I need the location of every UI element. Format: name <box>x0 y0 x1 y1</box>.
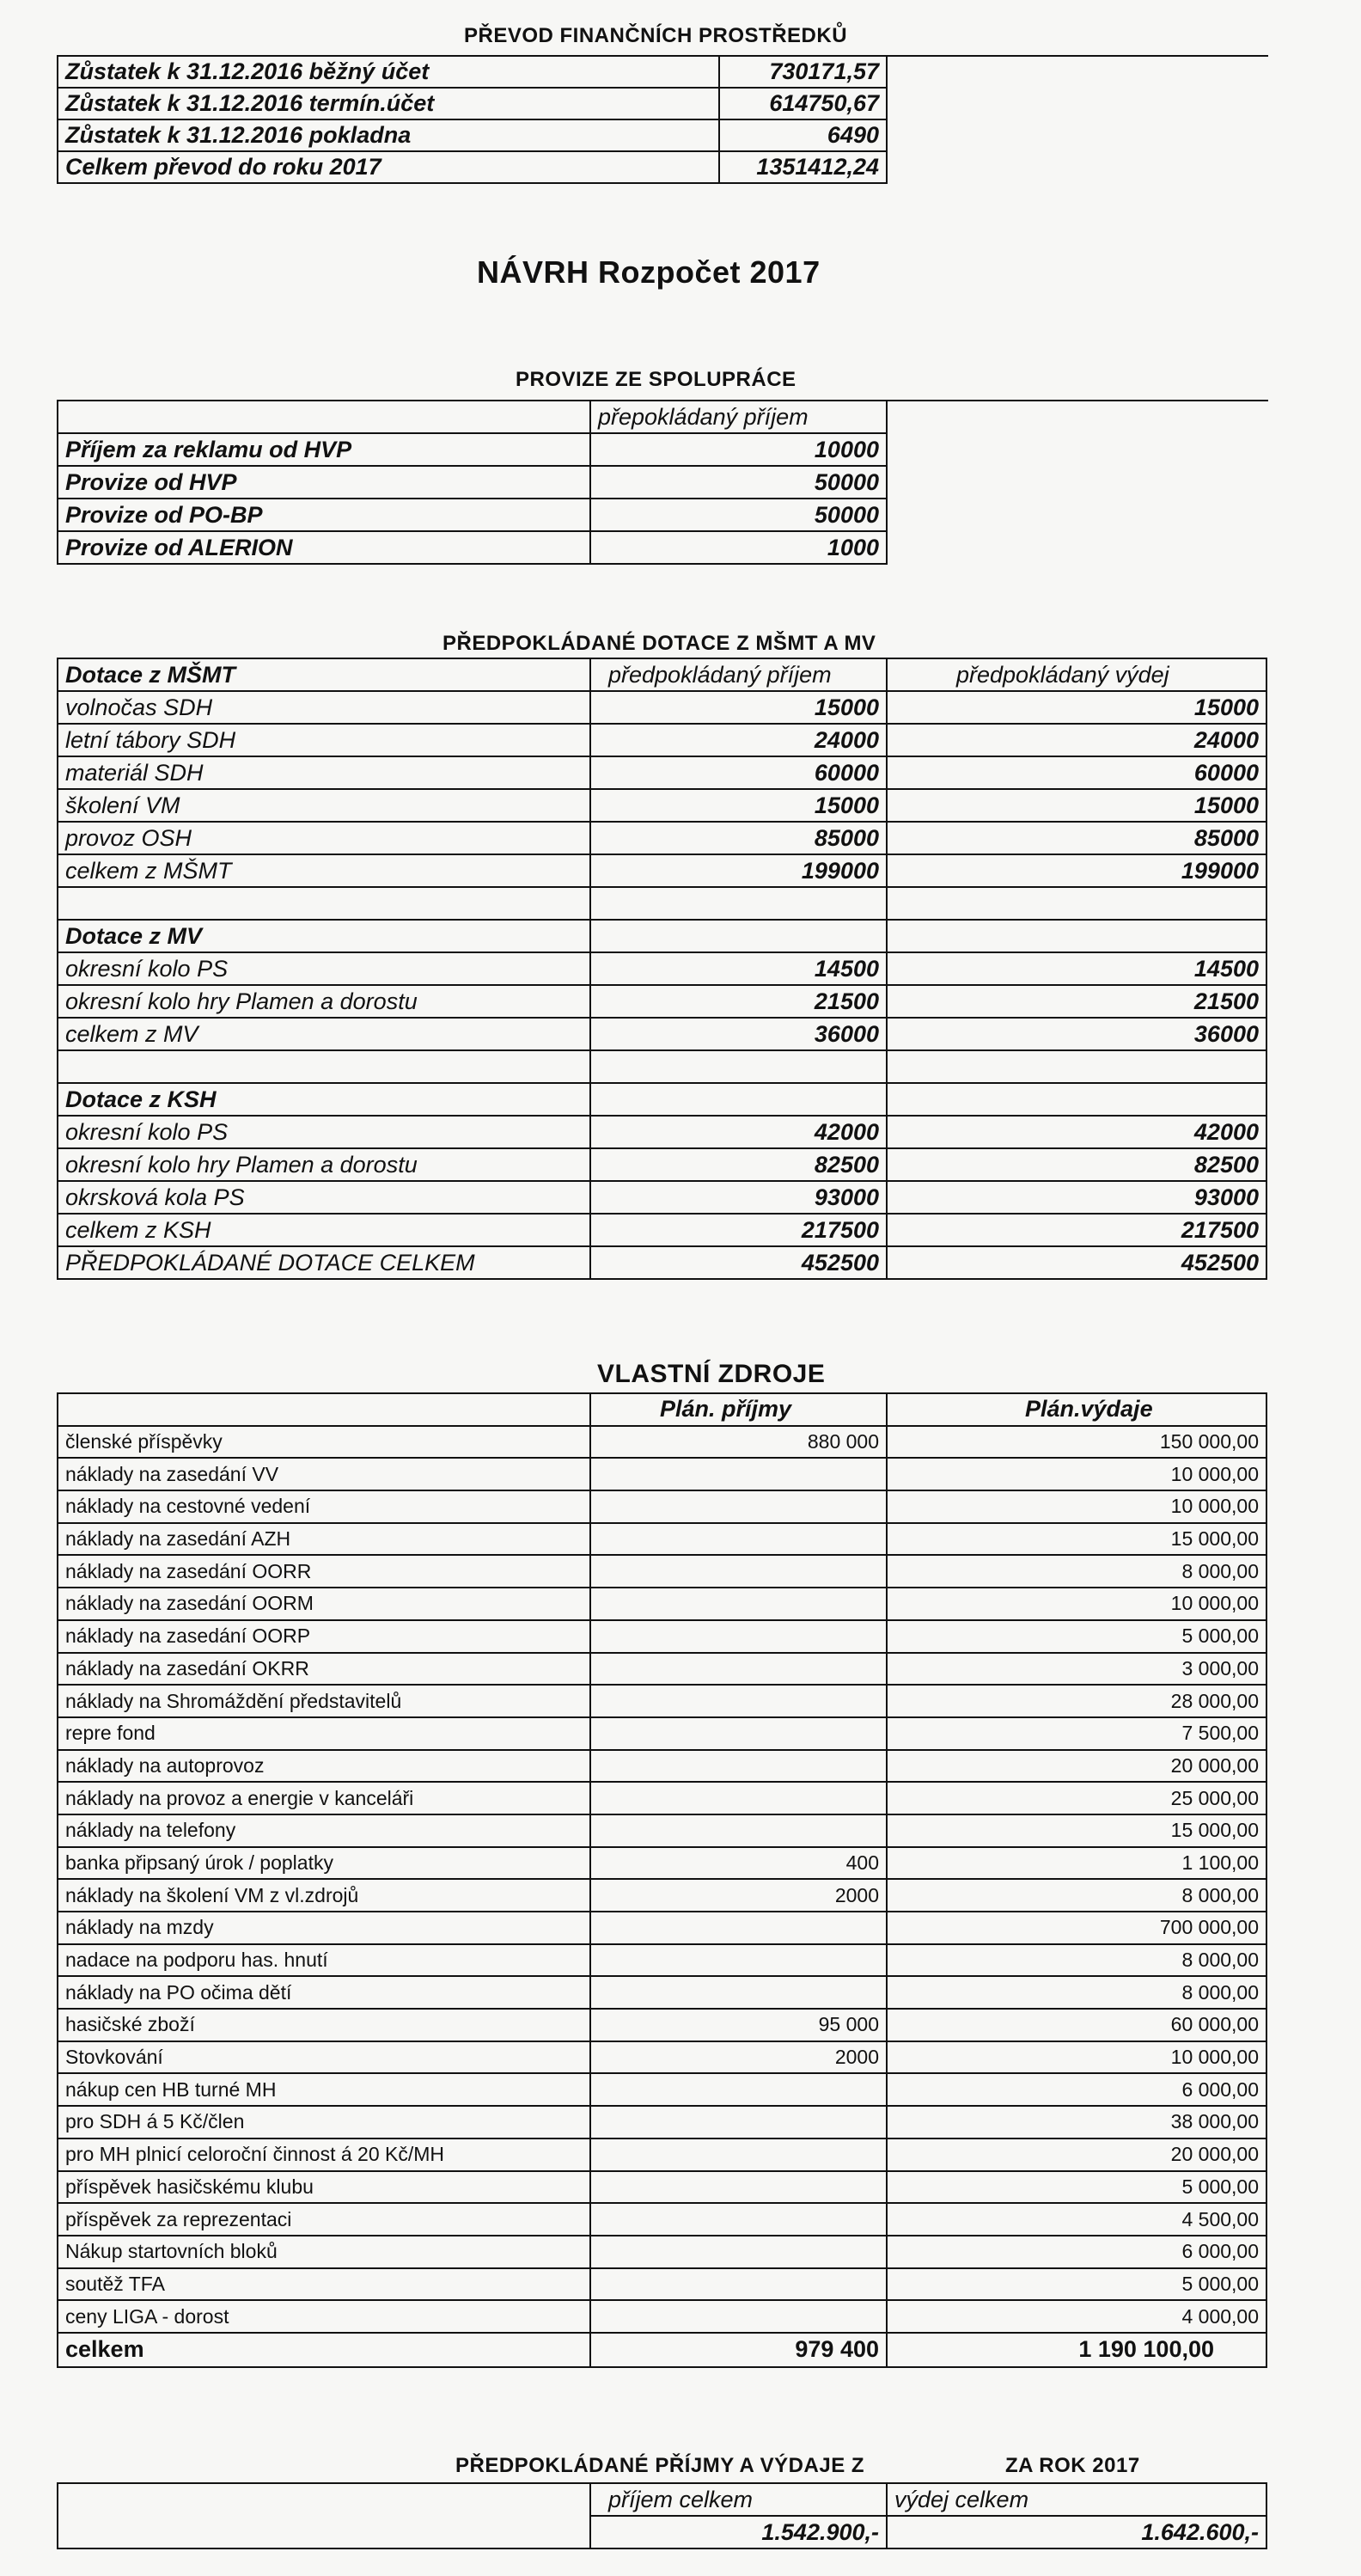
dotace-income: 36000 <box>590 1018 887 1050</box>
vlastni-row <box>58 1976 1266 2009</box>
vlastni-label: soutěž TFA <box>58 2268 590 2301</box>
dotace-row <box>58 1148 1266 1181</box>
provize-value: 1000 <box>590 531 887 564</box>
dotace-expense: 15000 <box>887 789 1266 822</box>
dotace-expense: 217500 <box>887 1214 1266 1246</box>
dotace-expense: 93000 <box>887 1181 1266 1214</box>
vlastni-income <box>590 1620 887 1653</box>
transfer-label: Zůstatek k 31.12.2016 běžný účet <box>58 56 719 88</box>
dotace-income: 24000 <box>590 724 887 756</box>
vlastni-income <box>590 1976 887 2009</box>
blank-cell <box>590 1083 887 1116</box>
blank-cell <box>887 1050 1266 1083</box>
dotace-label: školení VM <box>58 789 590 822</box>
dotace-row <box>58 789 1266 822</box>
vlastni-row <box>58 2041 1266 2074</box>
vlastni-row <box>58 2236 1266 2268</box>
dotace-row <box>58 822 1266 854</box>
dotace-expense: 199000 <box>887 854 1266 887</box>
transfer-table <box>57 55 888 184</box>
transfer-label: Zůstatek k 31.12.2016 termín.účet <box>58 88 719 119</box>
vlastni-expense: 25 000,00 <box>887 1782 1266 1814</box>
vlastni-label: náklady na zasedání OORR <box>58 1555 590 1588</box>
vlastni-income <box>590 1458 887 1490</box>
vlastni-income <box>590 2203 887 2236</box>
vlastni-label: náklady na provoz a energie v kanceláři <box>58 1782 590 1814</box>
vlastni-row <box>58 2300 1266 2333</box>
vlastni-row <box>58 1944 1266 1977</box>
blank-cell <box>887 1083 1266 1116</box>
provize-label: Příjem za reklamu od HVP <box>58 433 590 466</box>
vlastni-col-income: Plán. příjmy <box>590 1393 887 1426</box>
vlastni-expense: 8 000,00 <box>887 1944 1266 1977</box>
provize-table <box>57 400 888 565</box>
dotace-expense: 60000 <box>887 756 1266 789</box>
dotace-title: PŘEDPOKLÁDANÉ DOTACE Z MŠMT A MV <box>442 632 876 655</box>
provize-header-income: přepokládaný příjem <box>590 401 887 433</box>
dotace-row <box>58 985 1266 1018</box>
vlastni-expense: 8 000,00 <box>887 1879 1266 1912</box>
transfer-value: 614750,67 <box>719 88 887 119</box>
vlastni-label: příspěvek za reprezentaci <box>58 2203 590 2236</box>
vlastni-row <box>58 1588 1266 1620</box>
vlastni-title: VLASTNÍ ZDROJE <box>597 1360 826 1388</box>
vlastni-row <box>58 1912 1266 1944</box>
page-title: NÁVRH Rozpočet 2017 <box>477 254 821 290</box>
dotace-expense: 82500 <box>887 1148 1266 1181</box>
dotace-blank-row <box>58 1050 1266 1083</box>
dotace-label: PŘEDPOKLÁDANÉ DOTACE CELKEM <box>58 1246 590 1279</box>
dotace-header-row <box>58 658 1266 691</box>
vlastni-row <box>58 2268 1266 2301</box>
vlastni-income <box>590 1750 887 1783</box>
vlastni-expense: 3 000,00 <box>887 1653 1266 1686</box>
blank-cell <box>590 920 887 952</box>
provize-header-row <box>58 401 887 433</box>
blank-cell <box>887 920 1266 952</box>
provize-label: Provize od PO-BP <box>58 499 590 531</box>
dotace-col-income: předpokládaný příjem <box>590 658 887 691</box>
vlastni-row <box>58 1653 1266 1686</box>
vlastni-income <box>590 2139 887 2171</box>
vlastni-expense: 4 000,00 <box>887 2300 1266 2333</box>
dotace-mv-heading-label: Dotace z MV <box>58 920 590 952</box>
provize-top-rule <box>886 400 1268 401</box>
vlastni-income <box>590 1944 887 1977</box>
vlastni-label: hasičské zboží <box>58 2009 590 2041</box>
dotace-label: okresní kolo PS <box>58 1116 590 1148</box>
vlastni-label: členské příspěvky <box>58 1426 590 1459</box>
dotace-income: 60000 <box>590 756 887 789</box>
transfer-top-rule <box>886 55 1268 57</box>
vlastni-income <box>590 1912 887 1944</box>
vlastni-expense: 7 500,00 <box>887 1717 1266 1750</box>
vlastni-row <box>58 1717 1266 1750</box>
vlastni-income <box>590 2300 887 2333</box>
vlastni-row <box>58 1847 1266 1880</box>
dotace-row <box>58 756 1266 789</box>
dotace-expense: 85000 <box>887 822 1266 854</box>
vlastni-row <box>58 2203 1266 2236</box>
transfer-row <box>58 88 887 119</box>
blank-cell <box>590 887 887 920</box>
vlastni-income <box>590 1717 887 1750</box>
blank-cell <box>58 887 590 920</box>
dotace-row <box>58 1181 1266 1214</box>
dotace-income: 14500 <box>590 952 887 985</box>
dotace-income: 217500 <box>590 1214 887 1246</box>
vlastni-label: nákup cen HB turné MH <box>58 2073 590 2106</box>
provize-row <box>58 433 887 466</box>
vlastni-label: náklady na zasedání OORP <box>58 1620 590 1653</box>
vlastni-label: náklady na školení VM z vl.zdrojů <box>58 1879 590 1912</box>
vlastni-income: 880 000 <box>590 1426 887 1459</box>
vlastni-label: náklady na zasedání OORM <box>58 1588 590 1620</box>
vlastni-expense: 10 000,00 <box>887 1588 1266 1620</box>
dotace-label: provoz OSH <box>58 822 590 854</box>
dotace-label: celkem z KSH <box>58 1214 590 1246</box>
vlastni-row <box>58 2139 1266 2171</box>
transfer-label: Zůstatek k 31.12.2016 pokladna <box>58 119 719 151</box>
dotace-income: 452500 <box>590 1246 887 1279</box>
vlastni-row <box>58 1750 1266 1783</box>
blank-cell <box>887 887 1266 920</box>
transfer-row <box>58 119 887 151</box>
vlastni-label: náklady na autoprovoz <box>58 1750 590 1783</box>
vlastni-row <box>58 1620 1266 1653</box>
vlastni-label: Stovkování <box>58 2041 590 2074</box>
provize-value: 50000 <box>590 499 887 531</box>
vlastni-expense: 20 000,00 <box>887 2139 1266 2171</box>
vlastni-expense: 60 000,00 <box>887 2009 1266 2041</box>
dotace-expense: 15000 <box>887 691 1266 724</box>
vlastni-col-expense: Plán.výdaje <box>887 1393 1266 1426</box>
vlastni-expense: 150 000,00 <box>887 1426 1266 1459</box>
vlastni-row <box>58 2171 1266 2204</box>
dotace-income: 15000 <box>590 789 887 822</box>
dotace-blank-row <box>58 887 1266 920</box>
vlastni-label: banka připsaný úrok / poplatky <box>58 1847 590 1880</box>
vlastni-income <box>590 1588 887 1620</box>
vlastni-income <box>590 1685 887 1717</box>
dotace-row <box>58 952 1266 985</box>
summary-header-row <box>58 2483 1266 2516</box>
summary-income: 1.542.900,- <box>590 2516 887 2548</box>
vlastni-expense: 15 000,00 <box>887 1814 1266 1847</box>
summary-table <box>57 2482 1267 2549</box>
vlastni-row <box>58 1523 1266 1556</box>
dotace-label: celkem z MV <box>58 1018 590 1050</box>
dotace-expense: 24000 <box>887 724 1266 756</box>
vlastni-label: repre fond <box>58 1717 590 1750</box>
dotace-label: materiál SDH <box>58 756 590 789</box>
vlastni-income <box>590 1523 887 1556</box>
dotace-income: 85000 <box>590 822 887 854</box>
dotace-expense: 452500 <box>887 1246 1266 1279</box>
provize-header-blank <box>58 401 590 433</box>
vlastni-income <box>590 1653 887 1686</box>
summary-title-left: PŘEDPOKLÁDANÉ PŘÍJMY A VÝDAJE Z <box>455 2454 865 2477</box>
vlastni-income <box>590 1814 887 1847</box>
summary-blank <box>58 2483 590 2548</box>
dotace-row <box>58 691 1266 724</box>
provize-row <box>58 531 887 564</box>
vlastni-label: náklady na zasedání AZH <box>58 1523 590 1556</box>
summary-expense: 1.642.600,- <box>887 2516 1266 2548</box>
dotace-label: okresní kolo hry Plamen a dorostu <box>58 985 590 1018</box>
vlastni-expense: 6 000,00 <box>887 2073 1266 2106</box>
vlastni-expense: 700 000,00 <box>887 1912 1266 1944</box>
dotace-income: 42000 <box>590 1116 887 1148</box>
dotace-expense: 36000 <box>887 1018 1266 1050</box>
dotace-label: letní tábory SDH <box>58 724 590 756</box>
vlastni-row <box>58 1426 1266 1459</box>
provize-label: Provize od ALERION <box>58 531 590 564</box>
vlastni-total-row <box>58 2333 1266 2367</box>
vlastni-income <box>590 2073 887 2106</box>
vlastni-income <box>590 1782 887 1814</box>
vlastni-expense: 8 000,00 <box>887 1555 1266 1588</box>
vlastni-row <box>58 2106 1266 2139</box>
transfer-title: PŘEVOD FINANČNÍCH PROSTŘEDKŮ <box>464 24 848 47</box>
vlastni-expense: 10 000,00 <box>887 1458 1266 1490</box>
vlastni-income <box>590 2171 887 2204</box>
summary-title-right: ZA ROK 2017 <box>1005 2454 1140 2477</box>
vlastni-label: náklady na cestovné vedení <box>58 1490 590 1523</box>
dotace-label: volnočas SDH <box>58 691 590 724</box>
vlastni-table <box>57 1392 1267 2368</box>
dotace-col-expense: předpokládaný výdej <box>887 658 1266 691</box>
vlastni-label: příspěvek hasičskému klubu <box>58 2171 590 2204</box>
transfer-value: 6490 <box>719 119 887 151</box>
dotace-row <box>58 724 1266 756</box>
vlastni-expense: 15 000,00 <box>887 1523 1266 1556</box>
dotace-expense: 14500 <box>887 952 1266 985</box>
vlastni-expense: 10 000,00 <box>887 2041 1266 2074</box>
dotace-income: 21500 <box>590 985 887 1018</box>
blank-cell <box>590 1050 887 1083</box>
provize-row <box>58 499 887 531</box>
dotace-income: 82500 <box>590 1148 887 1181</box>
vlastni-total-income: 979 400 <box>590 2333 887 2367</box>
dotace-income: 15000 <box>590 691 887 724</box>
vlastni-label: náklady na telefony <box>58 1814 590 1847</box>
vlastni-income <box>590 2268 887 2301</box>
vlastni-row <box>58 1814 1266 1847</box>
vlastni-expense: 4 500,00 <box>887 2203 1266 2236</box>
dotace-expense: 21500 <box>887 985 1266 1018</box>
vlastni-label: nadace na podporu has. hnutí <box>58 1944 590 1977</box>
vlastni-income <box>590 2106 887 2139</box>
vlastni-label: náklady na zasedání VV <box>58 1458 590 1490</box>
vlastni-row <box>58 1458 1266 1490</box>
vlastni-header-blank <box>58 1393 590 1426</box>
transfer-row <box>58 56 887 88</box>
vlastni-expense: 5 000,00 <box>887 1620 1266 1653</box>
dotace-table <box>57 658 1267 1280</box>
vlastni-income: 2000 <box>590 2041 887 2074</box>
vlastni-income <box>590 2236 887 2268</box>
dotace-row <box>58 1214 1266 1246</box>
dotace-row <box>58 1018 1266 1050</box>
vlastni-row <box>58 1555 1266 1588</box>
dotace-ksh-heading <box>58 1083 1266 1116</box>
transfer-value: 1351412,24 <box>719 151 887 183</box>
summary-col-expense: výdej celkem <box>887 2483 1266 2516</box>
vlastni-label: náklady na mzdy <box>58 1912 590 1944</box>
vlastni-expense: 5 000,00 <box>887 2171 1266 2204</box>
vlastni-label: Nákup startovních bloků <box>58 2236 590 2268</box>
vlastni-label: pro MH plnicí celoroční činnost á 20 Kč/MH <box>58 2139 590 2171</box>
vlastni-row <box>58 1879 1266 1912</box>
vlastni-income: 400 <box>590 1847 887 1880</box>
dotace-ksh-heading-label: Dotace z KSH <box>58 1083 590 1116</box>
vlastni-total-label: celkem <box>58 2333 590 2367</box>
dotace-label: okrsková kola PS <box>58 1181 590 1214</box>
vlastni-label: náklady na zasedání OKRR <box>58 1653 590 1686</box>
dotace-expense: 42000 <box>887 1116 1266 1148</box>
provize-title: PROVIZE ZE SPOLUPRÁCE <box>516 368 796 391</box>
vlastni-expense: 1 100,00 <box>887 1847 1266 1880</box>
vlastni-total-expense: 1 190 100,00 <box>887 2333 1266 2367</box>
vlastni-label: ceny LIGA - dorost <box>58 2300 590 2333</box>
dotace-msmt-heading: Dotace z MŠMT <box>58 658 590 691</box>
dotace-label: okresní kolo hry Plamen a dorostu <box>58 1148 590 1181</box>
vlastni-expense: 28 000,00 <box>887 1685 1266 1717</box>
vlastni-income <box>590 1490 887 1523</box>
vlastni-income <box>590 1555 887 1588</box>
vlastni-label: pro SDH á 5 Kč/člen <box>58 2106 590 2139</box>
vlastni-row <box>58 1782 1266 1814</box>
vlastni-row <box>58 2009 1266 2041</box>
vlastni-expense: 38 000,00 <box>887 2106 1266 2139</box>
vlastni-expense: 10 000,00 <box>887 1490 1266 1523</box>
dotace-row <box>58 854 1266 887</box>
transfer-value: 730171,57 <box>719 56 887 88</box>
vlastni-row <box>58 1490 1266 1523</box>
vlastni-expense: 20 000,00 <box>887 1750 1266 1783</box>
vlastni-row <box>58 1685 1266 1717</box>
dotace-mv-heading <box>58 920 1266 952</box>
dotace-income: 93000 <box>590 1181 887 1214</box>
vlastni-expense: 5 000,00 <box>887 2268 1266 2301</box>
vlastni-income: 95 000 <box>590 2009 887 2041</box>
transfer-row <box>58 151 887 183</box>
dotace-row <box>58 1246 1266 1279</box>
dotace-row <box>58 1116 1266 1148</box>
blank-cell <box>58 1050 590 1083</box>
vlastni-income: 2000 <box>590 1879 887 1912</box>
provize-value: 10000 <box>590 433 887 466</box>
provize-row <box>58 466 887 499</box>
provize-value: 50000 <box>590 466 887 499</box>
vlastni-expense: 8 000,00 <box>887 1976 1266 2009</box>
dotace-label: celkem z MŠMT <box>58 854 590 887</box>
transfer-label: Celkem převod do roku 2017 <box>58 151 719 183</box>
dotace-label: okresní kolo PS <box>58 952 590 985</box>
provize-label: Provize od HVP <box>58 466 590 499</box>
vlastni-label: náklady na PO očima dětí <box>58 1976 590 2009</box>
dotace-income: 199000 <box>590 854 887 887</box>
vlastni-expense: 6 000,00 <box>887 2236 1266 2268</box>
vlastni-header-row <box>58 1393 1266 1426</box>
vlastni-row <box>58 2073 1266 2106</box>
summary-col-income: příjem celkem <box>590 2483 887 2516</box>
vlastni-label: náklady na Shromáždění představitelů <box>58 1685 590 1717</box>
